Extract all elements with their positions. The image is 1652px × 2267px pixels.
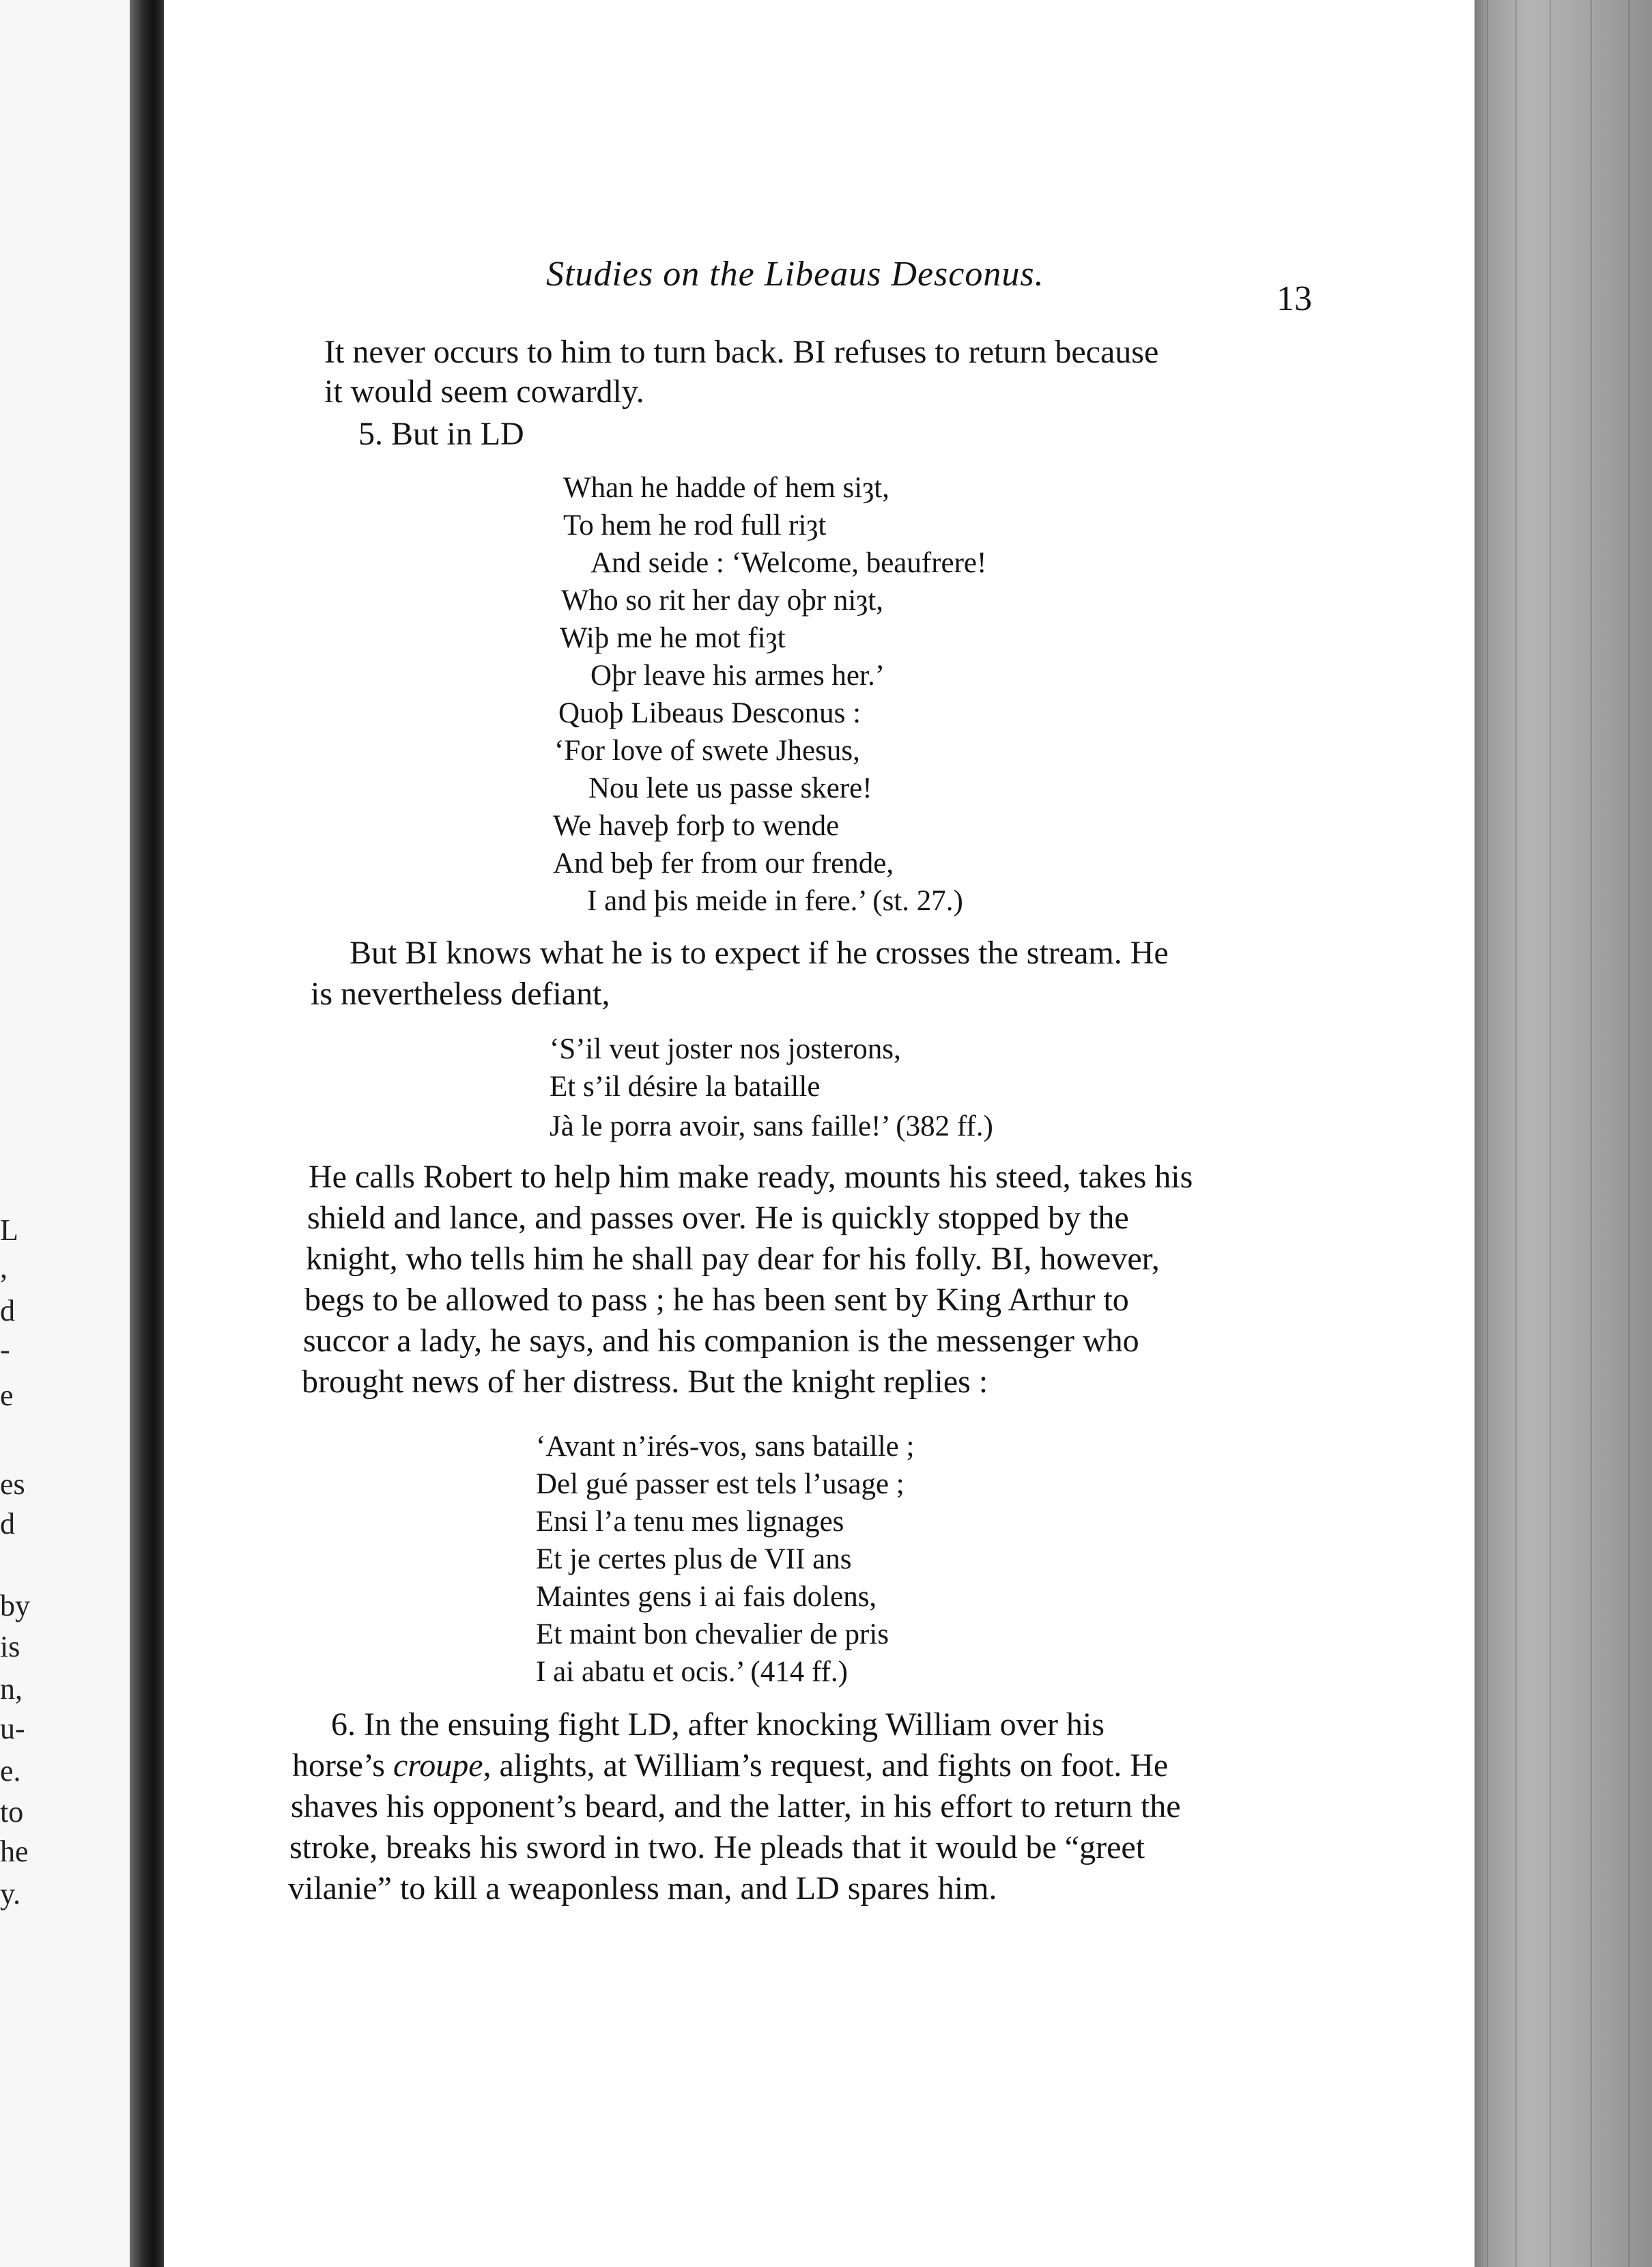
- prose-line: stroke, breaks his sword in two. He pleads that it would be “greet: [289, 1829, 1145, 1865]
- verse-line: We haveþ forþ to wende: [553, 810, 840, 842]
- left-page-margin: [0, 0, 130, 2267]
- left-page-fragment: u-: [0, 1712, 25, 1745]
- prose-line: 6. In the ensuing fight LD, after knocking William over his: [331, 1706, 1105, 1743]
- verse-line: Quoþ Libeaus Desconus :: [558, 697, 861, 729]
- running-head: Studies on the Libeaus Desconus.: [546, 255, 1044, 294]
- prose-line: He calls Robert to help him make ready, mounts his steed, takes his: [309, 1159, 1193, 1195]
- verse-line: I and þis meide in fere.’ (st. 27.): [587, 885, 963, 917]
- left-page-fragment: e: [0, 1379, 14, 1412]
- left-page-fragment: to: [0, 1795, 24, 1829]
- left-page-fragment: d: [0, 1294, 15, 1327]
- prose-line: shield and lance, and passes over. He is quickly stopped by the: [307, 1200, 1129, 1236]
- prose-segment: , alights, at William’s request, and fights on foot. He: [483, 1747, 1169, 1784]
- left-page-fragment: d: [0, 1507, 15, 1540]
- prose-line: It never occurs to him to turn back. BI refuses to return because: [324, 334, 1159, 370]
- left-page-fragment: he: [0, 1835, 29, 1868]
- verse-line: ‘For love of swete Jhesus,: [554, 735, 860, 767]
- prose-line: brought news of her distress. But the knight replies :: [302, 1364, 988, 1400]
- prose-line: shaves his opponent’s beard, and the latter, in his effort to return the: [291, 1788, 1181, 1825]
- left-page-fragment: -: [0, 1333, 10, 1366]
- prose-segment: horse’s: [292, 1747, 393, 1784]
- verse-line: Oþr leave his armes her.’: [590, 660, 885, 692]
- left-page-fragment: es: [0, 1467, 25, 1501]
- verse-line: I ai abatu et ocis.’ (414 ff.): [536, 1656, 848, 1688]
- verse-line: Jà le porra avoir, sans faille!’ (382 ff.): [550, 1110, 993, 1142]
- page-edge-stack: [1475, 0, 1652, 2267]
- verse-line: Et je certes plus de VII ans: [536, 1543, 852, 1575]
- verse-line: Nou lete us passe skere!: [588, 772, 872, 804]
- prose-line: knight, who tells him he shall pay dear for his folly. BI, however,: [306, 1241, 1160, 1277]
- book-binding-gutter: [130, 0, 164, 2267]
- left-page-fragment: by: [0, 1589, 30, 1622]
- verse-line: And seide : ‘Welcome, beaufrere!: [590, 547, 987, 579]
- verse-line: ‘Avant n’irés-vos, sans bataille ;: [536, 1431, 915, 1463]
- book-page: [164, 0, 1475, 2267]
- verse-line: Whan he hadde of hem siȝt,: [563, 472, 889, 504]
- verse-line: To hem he rod full riȝt: [563, 509, 827, 541]
- verse-line: Et s’il désire la bataille: [550, 1071, 821, 1103]
- verse-line: Et maint bon chevalier de pris: [536, 1618, 889, 1650]
- prose-line: 5. But in LD: [358, 416, 524, 452]
- left-page-fragment: is: [0, 1630, 20, 1663]
- prose-line: But BI knows what he is to expect if he crosses the stream. He: [350, 935, 1169, 971]
- verse-line: Who so rit her day oþr niȝt,: [561, 585, 883, 617]
- prose-line: succor a lady, he says, and his companion is the messenger who: [303, 1323, 1139, 1359]
- left-page-fragment: y.: [0, 1877, 21, 1911]
- left-page-fragment: ,: [0, 1251, 8, 1284]
- italic-term: croupe: [393, 1747, 483, 1784]
- verse-line: Maintes gens i ai fais dolens,: [536, 1581, 877, 1613]
- left-page-fragment: n,: [0, 1672, 23, 1706]
- prose-line: is nevertheless defiant,: [311, 976, 610, 1012]
- left-page-fragment: e.: [0, 1754, 21, 1788]
- verse-line: Wiþ me he mot fiȝt: [560, 622, 786, 654]
- page-number: 13: [1277, 279, 1312, 318]
- verse-line: Ensi l’a tenu mes lignages: [536, 1506, 844, 1538]
- prose-line: it would seem cowardly.: [324, 374, 644, 410]
- left-page-fragment: L: [0, 1213, 18, 1247]
- verse-line: Del gué passer est tels l’usage ;: [536, 1468, 905, 1500]
- prose-line: begs to be allowed to pass ; he has been sent by King Arthur to: [304, 1282, 1129, 1318]
- verse-line: ‘S’il veut joster nos josterons,: [550, 1033, 901, 1065]
- prose-line: [292, 1749, 1168, 1782]
- verse-line: And beþ fer from our frende,: [553, 847, 894, 879]
- prose-line: vilanie” to kill a weaponless man, and LD spares him.: [288, 1870, 997, 1906]
